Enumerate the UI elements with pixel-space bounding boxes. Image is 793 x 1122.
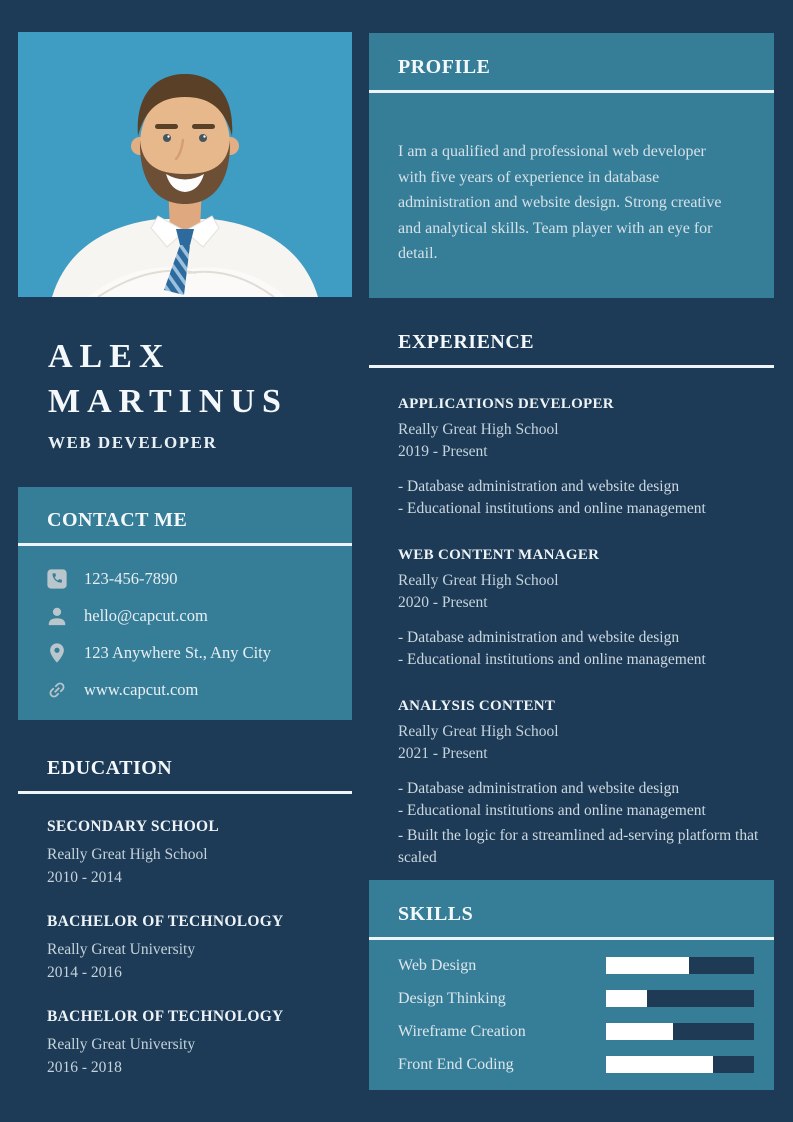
contact-row-address [46, 642, 352, 664]
education-section [18, 757, 352, 1079]
skill-bar [606, 1056, 754, 1073]
skill-bar-fill [606, 957, 689, 974]
person-icon [46, 605, 68, 627]
email-value: hello@capcut.com [84, 606, 208, 625]
profile-photo [18, 32, 352, 297]
skill-bar-fill [606, 990, 647, 1007]
job-role: ANALYSIS CONTENT [398, 698, 556, 714]
education-years: 2014 - 2016 [47, 964, 122, 981]
job-years: 2021 - Present [398, 744, 488, 762]
job-title: WEB DEVELOPER [48, 433, 218, 452]
experience-entry [369, 396, 774, 519]
job-bullet: - Database administration and website design [398, 629, 680, 646]
last-name: MARTINUS [48, 383, 288, 420]
job-bullet: - Database administration and website design [398, 478, 680, 495]
skill-row [398, 957, 754, 974]
experience-section [369, 331, 774, 868]
profile-summary: I am a qualified and professional web developer with five years of experience in database administration and website design. Strong creative and analytical skills. Team player with an eye for detail. [398, 143, 722, 262]
job-org: Really Great High School [398, 421, 559, 438]
skill-name: Web Design [398, 956, 477, 974]
degree-title: SECONDARY SCHOOL [47, 818, 220, 835]
job-bullet: - Database administration and website design [398, 780, 680, 797]
experience-heading-rule [369, 365, 774, 368]
skills-section [369, 880, 774, 1090]
website-value: www.capcut.com [84, 680, 199, 699]
job-bullets [398, 627, 774, 670]
name-block [48, 334, 348, 453]
contact-heading-rule [18, 543, 352, 546]
job-years: 2020 - Present [398, 593, 488, 611]
profile-photo-illustration [18, 32, 352, 297]
profile-heading: PROFILE [398, 56, 491, 78]
skill-row [398, 990, 754, 1007]
job-org: Really Great High School [398, 572, 559, 589]
profile-section [369, 33, 774, 298]
job-bullets [398, 476, 774, 519]
skill-row [398, 1023, 754, 1040]
profile-heading-rule [369, 90, 774, 93]
skills-heading-rule [369, 937, 774, 940]
experience-entry [369, 547, 774, 670]
contact-list [18, 568, 352, 701]
contact-row-phone [46, 568, 352, 590]
skill-name: Wireframe Creation [398, 1022, 526, 1040]
job-bullets [398, 778, 774, 868]
education-entry [18, 818, 352, 889]
job-bullet: - Built the logic for a streamlined ad-serving platform that scaled [398, 827, 759, 866]
education-heading: EDUCATION [47, 757, 173, 779]
skills-heading: SKILLS [398, 903, 474, 925]
contact-section [18, 487, 352, 720]
location-icon [46, 642, 68, 664]
skill-name: Front End Coding [398, 1055, 514, 1073]
skill-bar [606, 1023, 754, 1040]
skill-bar-fill [606, 1056, 713, 1073]
job-bullet: - Educational institutions and online management [398, 650, 706, 668]
skill-bar [606, 990, 754, 1007]
experience-entry [369, 698, 774, 868]
address-value: 123 Anywhere St., Any City [84, 643, 272, 662]
phone-value: 123-456-7890 [84, 569, 178, 588]
skill-row [398, 1056, 754, 1073]
link-icon [46, 679, 68, 701]
skill-bar [606, 957, 754, 974]
degree-title: BACHELOR OF TECHNOLOGY [47, 913, 284, 930]
job-role: WEB CONTENT MANAGER [398, 547, 600, 563]
first-name: ALEX [48, 338, 171, 375]
job-bullet: - Educational institutions and online management [398, 801, 706, 819]
education-entry [18, 1008, 352, 1079]
experience-heading: EXPERIENCE [398, 331, 535, 353]
school-name: Really Great High School [47, 846, 208, 863]
education-years: 2010 - 2014 [47, 869, 122, 886]
education-entry [18, 913, 352, 984]
job-role: APPLICATIONS DEVELOPER [398, 396, 614, 412]
skills-list [369, 957, 774, 1073]
skill-name: Design Thinking [398, 989, 506, 1007]
school-name: Really Great University [47, 941, 196, 958]
job-bullet: - Educational institutions and online management [398, 499, 706, 517]
skill-bar-fill [606, 1023, 673, 1040]
contact-row-email [46, 605, 352, 627]
education-years: 2016 - 2018 [47, 1059, 122, 1076]
contact-row-website [46, 679, 352, 701]
phone-icon [46, 568, 68, 590]
job-org: Really Great High School [398, 723, 559, 740]
education-heading-rule [18, 791, 352, 794]
contact-heading: CONTACT ME [47, 509, 188, 531]
job-years: 2019 - Present [398, 442, 488, 460]
school-name: Really Great University [47, 1036, 196, 1053]
degree-title: BACHELOR OF TECHNOLOGY [47, 1008, 284, 1025]
